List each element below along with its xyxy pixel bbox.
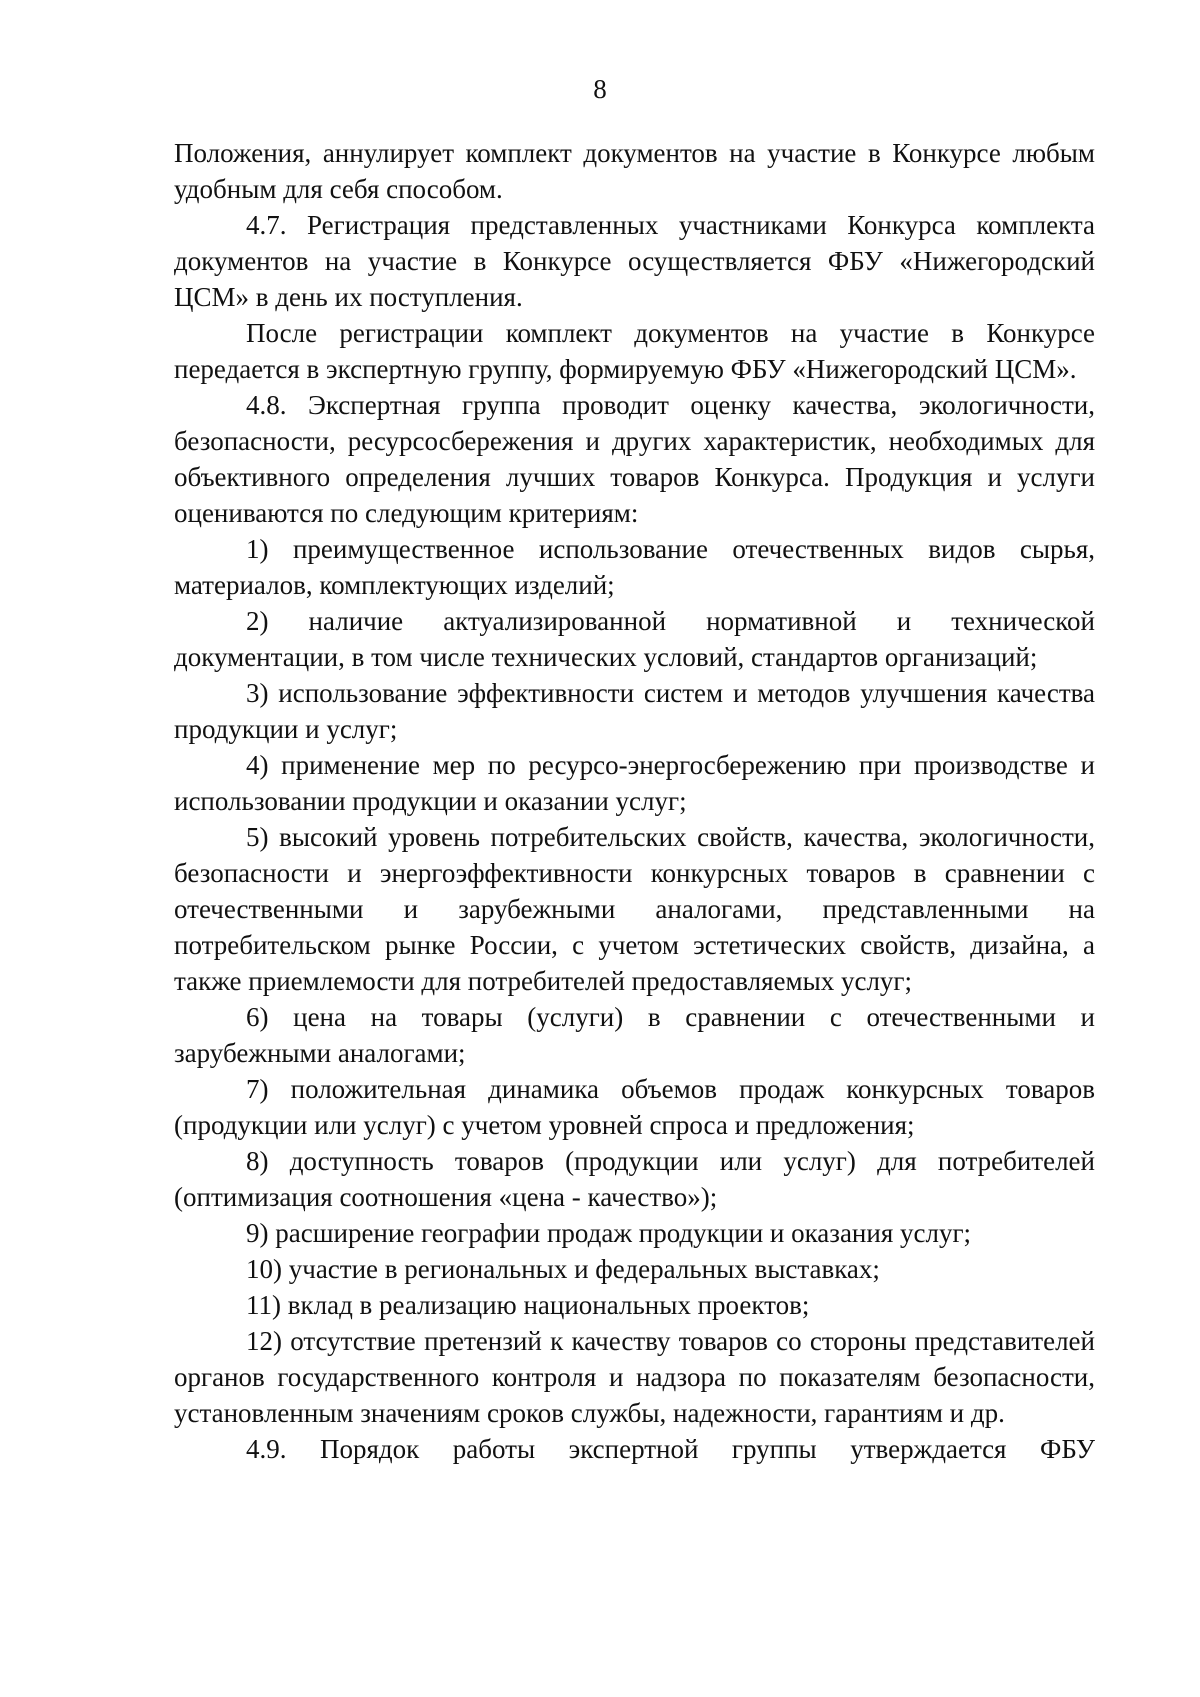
criterion-3: 3) использование эффективности систем и методов улучшения качества продукции и услуг; — [174, 678, 1095, 744]
criterion-8: 8) доступность товаров (продукции или услуг) для потребителей (оптимизация соотношения «цена - качество»); — [174, 1146, 1095, 1212]
paragraph-4-8: 4.8. Экспертная группа проводит оценку качества, экологичности, безопасности, ресурсосбережения и других характеристик, необходимых для объективного определения лучших товаров Конкурса. Продукция и услуги оцениваются по следующим критериям: — [174, 390, 1095, 528]
criterion-6: 6) цена на товары (услуги) в сравнении с отечественными и зарубежными аналогами; — [174, 1002, 1095, 1068]
criterion-7: 7) положительная динамика объемов продаж конкурсных товаров (продукции или услуг) с учетом уровней спроса и предложения; — [174, 1074, 1095, 1140]
criterion-4: 4) применение мер по ресурсо-энергосбережению при производстве и использовании продукции и оказании услуг; — [174, 750, 1095, 816]
criterion-10: 10) участие в региональных и федеральных выставках; — [246, 1254, 880, 1284]
criterion-5: 5) высокий уровень потребительских свойств, качества, экологичности, безопасности и энергоэффективности конкурсных товаров в сравнении с отечественными и зарубежными аналогами, представленными на потребительском рынке России, с учетом эстетических свойств, дизайна, а также приемлемости для потребителей предоставляемых услуг; — [174, 822, 1095, 996]
paragraph-4-7: 4.7. Регистрация представленных участниками Конкурса комплекта документов на участие в Конкурсе осуществляется ФБУ «Нижегородский ЦСМ» в день их поступления. — [174, 210, 1095, 312]
criterion-12: 12) отсутствие претензий к качеству товаров со стороны представителей органов государственного контроля и надзора по показателям безопасности, установленным значениям сроков службы, надежности, гарантиям и др. — [174, 1326, 1095, 1428]
paragraph-4-9: 4.9. Порядок работы экспертной группы утверждается ФБУ — [246, 1434, 1095, 1464]
document-body — [174, 135, 1095, 1467]
paragraph-continuation: Положения, аннулирует комплект документов на участие в Конкурсе любым удобным для себя способом. — [174, 138, 1095, 204]
criterion-11: 11) вклад в реализацию национальных проектов; — [246, 1290, 810, 1320]
criterion-9: 9) расширение географии продаж продукции и оказания услуг; — [246, 1218, 972, 1248]
page-number: 8 — [593, 74, 607, 104]
criterion-1: 1) преимущественное использование отечественных видов сырья, материалов, комплектующих изделий; — [174, 534, 1095, 600]
paragraph-after-registration: После регистрации комплект документов на участие в Конкурсе передается в экспертную группу, формируемую ФБУ «Нижегородский ЦСМ». — [174, 318, 1095, 384]
criterion-2: 2) наличие актуализированной нормативной и технической документации, в том числе технических условий, стандартов организаций; — [174, 606, 1095, 672]
